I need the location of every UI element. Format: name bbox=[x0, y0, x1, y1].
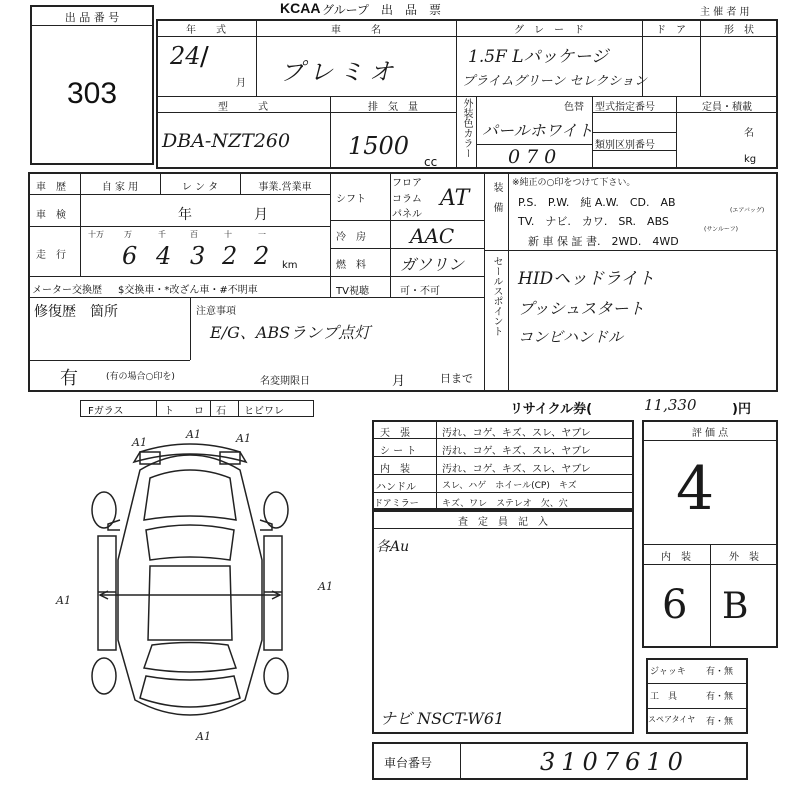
tv-options: 可・不可 bbox=[400, 286, 440, 297]
type-number-label: 型式指定番号 bbox=[595, 102, 655, 113]
recycle-suffix: )円 bbox=[732, 402, 751, 417]
repair-label: 修復歴 箇所 bbox=[34, 304, 118, 320]
color-vertical-label: 外装色カラー bbox=[461, 98, 472, 158]
tool-value-0: 有・無 bbox=[706, 667, 734, 677]
rating-label: 評 価 点 bbox=[691, 428, 729, 439]
shift-floor: フロア bbox=[392, 178, 422, 189]
repair-value: 有 bbox=[60, 368, 78, 389]
mileage-unit-1: 万 bbox=[124, 230, 132, 239]
equipment-note: ※純正の○印をつけて下さい。 bbox=[512, 178, 636, 188]
equipment-label: 装備 bbox=[491, 182, 502, 222]
cond-label-2: 内 装 bbox=[380, 464, 410, 475]
mileage-digit-4: 2 bbox=[222, 242, 238, 270]
grade-line1: 1.5F Lパッケージ bbox=[468, 47, 609, 67]
glass-ishi: 石 bbox=[216, 406, 226, 417]
mileage-km: km bbox=[282, 260, 298, 271]
sales-point-label: セールスポイント bbox=[491, 256, 502, 336]
mark-a1-front-left: A1 bbox=[132, 436, 147, 449]
cond-opts-3: スレ、ハゲ ホイール(CP) キズ bbox=[442, 481, 577, 491]
sales-point-3: コンビハンドル bbox=[518, 328, 624, 346]
year-slash: / bbox=[200, 42, 209, 72]
mark-a1-right: A1 bbox=[318, 580, 333, 593]
cond-label-4: ドアミラー bbox=[374, 499, 419, 509]
mileage-digit-2: 4 bbox=[156, 242, 172, 270]
color-change-label: 色替 bbox=[564, 102, 584, 113]
glass-crack: ヒビワレ bbox=[244, 406, 284, 417]
mileage-unit-3: 百 bbox=[190, 230, 198, 239]
name-change-day: 日まで bbox=[440, 372, 473, 385]
recycle-label: リサイクル券( bbox=[510, 402, 593, 417]
tool-value-2: 有・無 bbox=[706, 717, 734, 727]
chassis-label: 車台番号 bbox=[384, 756, 433, 770]
mileage-unit-0: 十万 bbox=[88, 230, 104, 239]
equipment-row3: 新 車 保 証 書. 2WD. 4WD bbox=[528, 235, 679, 248]
rating-score: 4 bbox=[676, 454, 715, 524]
tool-value-1: 有・無 bbox=[706, 692, 734, 702]
displacement-value: 1500 bbox=[348, 132, 410, 160]
inspection-year: 年 bbox=[178, 207, 192, 223]
grade-line2: プライムグリーン セレクション bbox=[462, 74, 647, 89]
interior-score: 6 bbox=[662, 582, 688, 628]
category-number-label: 類別区別番号 bbox=[595, 140, 655, 151]
notes-value: E/G、ABSランプ点灯 bbox=[210, 323, 371, 342]
cond-opts-2: 汚れ、コゲ、キズ、スレ、ヤブレ bbox=[442, 464, 591, 475]
exterior-label: 外 装 bbox=[729, 552, 759, 563]
grade-col: グ レ ー ド bbox=[514, 25, 584, 36]
mark-a1-left: A1 bbox=[56, 594, 71, 607]
mileage-digit-1: 6 bbox=[122, 242, 138, 270]
exterior-score: B bbox=[722, 586, 749, 627]
lot-box bbox=[30, 5, 154, 165]
mark-a1-rear: A1 bbox=[196, 730, 211, 743]
mileage-unit-4: 十 bbox=[224, 230, 232, 239]
cond-opts-4: キズ、ワレ ステレオ 欠、穴 bbox=[442, 499, 568, 509]
mileage-label: 走 行 bbox=[36, 250, 66, 261]
fuel-value: ガソリン bbox=[400, 255, 465, 274]
fuel-label: 燃 料 bbox=[336, 260, 366, 271]
displacement-label: 排 気 量 bbox=[368, 102, 418, 113]
name-col: 車 名 bbox=[331, 25, 381, 36]
history-label: 車 歴 bbox=[36, 182, 66, 193]
history-business: 事業.営業車 bbox=[258, 182, 312, 193]
tool-label-1: 工 具 bbox=[650, 692, 678, 702]
equipment-ab-note: (エアバッグ) bbox=[730, 207, 765, 214]
color-code: 070 bbox=[508, 146, 563, 168]
inspection-month: 月 bbox=[254, 207, 268, 223]
inspection-label: 車 検 bbox=[36, 210, 66, 221]
cond-label-0: 天 張 bbox=[380, 428, 410, 439]
logo: KCAA bbox=[280, 0, 321, 16]
history-rental: レ ン タ bbox=[181, 182, 219, 193]
meter-options: $交換車・*改ざん車・#不明車 bbox=[118, 285, 258, 296]
mileage-digit-3: 3 bbox=[190, 242, 206, 270]
glass-to: ト bbox=[164, 406, 174, 417]
name-change-month: 月 bbox=[392, 374, 406, 389]
year-col: 年 式 bbox=[186, 25, 226, 36]
capacity-label: 定員・積載 bbox=[702, 102, 752, 113]
mark-a1-front-center: A1 bbox=[186, 428, 201, 441]
meter-label: メーター交換歴 bbox=[32, 285, 102, 296]
lot-label: 出 品 番 号 bbox=[64, 11, 120, 24]
mark-a1-front-right: A1 bbox=[236, 432, 251, 445]
mileage-unit-2: 千 bbox=[158, 230, 166, 239]
model-label: 型 式 bbox=[218, 102, 268, 113]
capacity-unit1: 名 bbox=[744, 128, 754, 139]
interior-label: 内 装 bbox=[661, 552, 691, 563]
capacity-unit2: kg bbox=[744, 154, 757, 165]
sales-point-1: HIDヘッドライト bbox=[518, 269, 655, 289]
equipment-row2: TV. ナビ. カワ. SR. ABS bbox=[518, 215, 669, 228]
door-col: ド ア bbox=[656, 25, 686, 36]
tool-label-2: スペアタイヤ bbox=[648, 715, 696, 724]
chassis-value: 3107610 bbox=[540, 748, 689, 776]
mileage-unit-5: 一 bbox=[258, 230, 266, 239]
inspector-nav-note: ナビ NSCT-W61 bbox=[380, 709, 505, 728]
cond-opts-0: 汚れ、コゲ、キズ、スレ、ヤブレ bbox=[442, 428, 591, 439]
displacement-unit: cc bbox=[424, 155, 438, 169]
mileage-digit-5: 2 bbox=[254, 242, 270, 270]
notes-label: 注意事項 bbox=[196, 306, 236, 317]
organizer-label: 主 催 者 用 bbox=[700, 7, 750, 18]
year-month-label: 月 bbox=[236, 78, 246, 89]
tool-label-0: ジャッキ bbox=[650, 667, 686, 677]
history-private: 自 家 用 bbox=[101, 182, 139, 193]
ac-value: AAC bbox=[410, 224, 455, 248]
body-col: 形 状 bbox=[724, 25, 754, 36]
car-name: プレミオ bbox=[280, 58, 400, 86]
inspector-text: 各Au bbox=[376, 539, 410, 555]
inspector-box bbox=[372, 510, 634, 734]
recycle-value: 11,330 bbox=[644, 396, 697, 414]
inspector-label: 査 定 員 記 入 bbox=[458, 517, 548, 528]
cond-label-3: ハンドル bbox=[376, 482, 416, 493]
cond-opts-1: 汚れ、コゲ、キズ、スレ、ヤブレ bbox=[442, 446, 591, 457]
name-change-label: 名変期限日 bbox=[260, 376, 310, 387]
lot-number: 303 bbox=[66, 77, 118, 110]
glass-f: Fガラス bbox=[88, 406, 124, 417]
shift-value: AT bbox=[440, 186, 470, 211]
repair-note: (有の場合○印を) bbox=[106, 372, 175, 382]
equipment-row1: P.S. P.W. 純 A.W. CD. AB bbox=[518, 196, 676, 209]
equipment-sr-note: (サンルーフ) bbox=[704, 226, 738, 233]
year-value: 24 bbox=[170, 42, 201, 70]
sales-point-2: プッシュスタート bbox=[518, 299, 645, 318]
color-value: パールホワイト bbox=[482, 121, 594, 140]
ac-label: 冷 房 bbox=[336, 232, 366, 243]
model-value: DBA-NZT260 bbox=[162, 130, 291, 152]
shift-label: シフト bbox=[336, 194, 366, 205]
form-title: グループ 出 品 票 bbox=[322, 3, 442, 17]
tv-label: TV視聴 bbox=[336, 286, 369, 297]
glass-ro: ロ bbox=[194, 406, 204, 417]
cond-label-1: シ ー ト bbox=[380, 446, 417, 457]
shift-column: コラム bbox=[392, 194, 422, 205]
shift-panel: パネル bbox=[392, 209, 422, 220]
